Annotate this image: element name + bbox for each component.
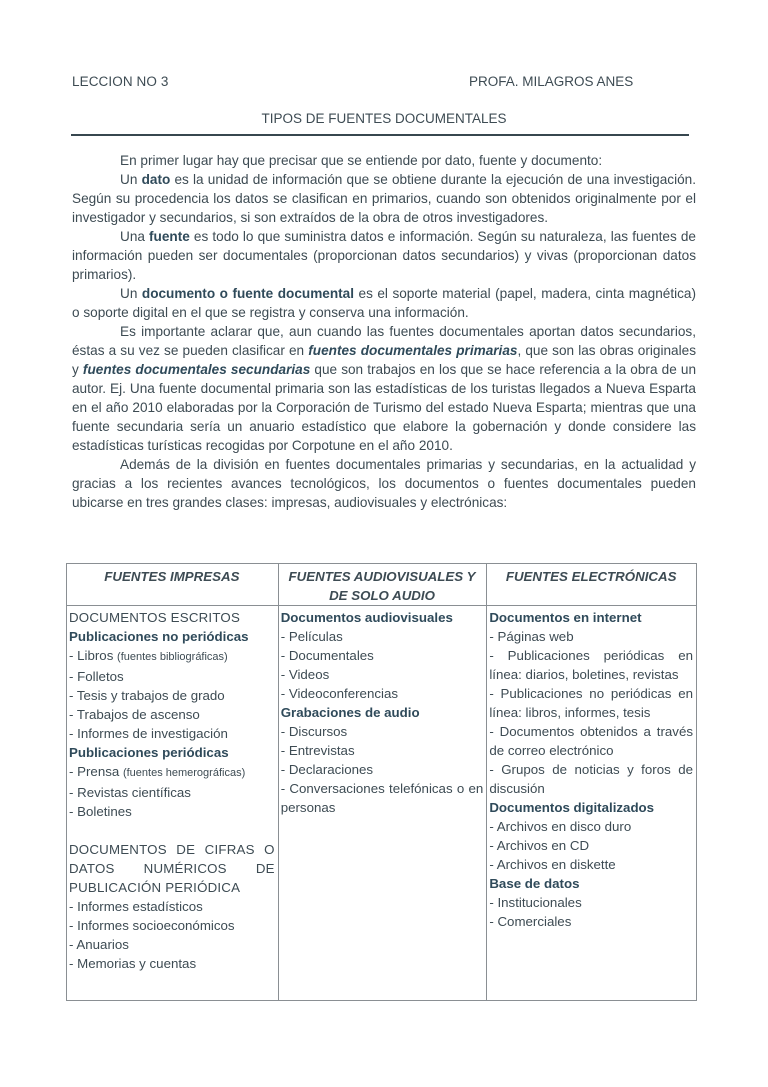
page-title: TIPOS DE FUENTES DOCUMENTALES [261,111,507,126]
list-item: - Folletos [69,669,124,684]
group-documentos-escritos: DOCUMENTOS ESCRITOS [69,610,241,625]
cell-impresas [67,606,279,1001]
header-fuentes-electronicas: FUENTES ELECTRÓNICAS [487,564,697,606]
list-item: - Páginas web [489,629,574,644]
table-row [67,606,697,1001]
list-item: - Grupos de noticias y foros de discusión [489,762,693,796]
subheading: Publicaciones periódicas [69,745,229,760]
header-fuentes-audiovisuales: FUENTES AUDIOVISUALES Y DE SOLO AUDIO [278,564,487,606]
list-item: - Boletines [69,804,132,819]
list-item: - Trabajos de ascenso [69,707,200,722]
list-item: - Institucionales [489,895,582,910]
cell-audiovisuales [278,606,487,1001]
subheading: Documentos digitalizados [489,800,655,815]
paragraph-intro: En primer lugar hay que precisar que se entiende por dato, fuente y documento: [120,153,603,168]
cell-electronicas [487,606,697,1001]
paragraph-clases: Además de la división en fuentes documentales primarias y secundarias, en la actualidad y gracias a los recientes avances tecnológicos, los documentos o fuentes documentales pueden ubicarse en tres grandes clases: impresas, audiovisuales y electrónicas: [72,457,696,510]
list-item: - Publicaciones periódicas en línea: diarios, boletines, revistas [489,648,693,682]
list-item: - Libros (fuentes bibliográficas) [69,648,228,663]
list-item: - Videoconferencias [280,686,398,701]
list-item: - Videos [280,667,330,682]
list-item: - Revistas científicas [69,785,191,800]
term-secundarias: fuentes documentales secundarias [82,362,311,377]
term-primarias: fuentes documentales primarias [308,343,518,358]
header-fuentes-impresas: FUENTES IMPRESAS [67,564,279,606]
list-item: - Documentos obtenidos a través de correo electrónico [489,724,693,758]
sources-table [66,563,697,1001]
list-item: - Informes estadísticos [69,899,203,914]
list-item: - Publicaciones no periódicas en línea: libros, informes, tesis [489,686,693,720]
lesson-label: LECCION NO 3 [72,74,169,89]
list-item: - Comerciales [489,914,572,929]
list-item: - Películas [280,629,343,644]
term-fuente: fuente [149,229,190,244]
list-item: - Conversaciones telefónicas o en personas [280,781,484,815]
subheading: Documentos en internet [489,610,642,625]
paragraph-dato: Un dato es la unidad de información que se obtiene durante la ejecución de una investigación. Según su procedencia los datos se clasifican en primarios, cuando son obtenidos originalmente por el investigador y secundarios, si son extraídos de la obra de otros investigadores. [72,172,696,225]
subheading: Documentos audiovisuales [280,610,453,625]
title-rule [71,134,689,136]
term-dato: dato [141,172,171,187]
list-item: - Entrevistas [280,743,355,758]
spacer [69,821,275,840]
group-documentos-cifras: DOCUMENTOS DE CIFRAS O DATOS NUMÉRICOS DE PUBLICACIÓN PERIÓDICA [69,842,275,895]
term-documento: documento o fuente documental [141,286,355,301]
table-header-row [67,564,697,606]
list-item: - Archivos en CD [489,838,590,853]
list-item: - Informes socioeconómicos [69,918,235,933]
subheading: Publicaciones no periódicas [69,629,249,644]
list-item: - Archivos en disco duro [489,819,632,834]
list-item: - Archivos en diskette [489,857,616,872]
paragraph-documento: Un documento o fuente documental es el soporte material (papel, madera, cinta magnética) o soporte digital en el que se registra y conserva una información. [72,286,697,320]
list-item: - Anuarios [69,937,129,952]
list-item: - Tesis y trabajos de grado [69,688,225,703]
list-item: - Prensa (fuentes hemerográficas) [69,764,246,779]
paragraph-fuente: Una fuente es todo lo que suministra datos e información. Según su naturaleza, las fuentes de información pueden ser documentales (proporcionan datos secundarios) y vivas (proporcionan datos primarios). [72,229,696,282]
list-item: - Informes de investigación [69,726,228,741]
teacher-name: PROFA. MILAGROS ANES [469,74,634,89]
body-text [72,151,696,512]
list-item: - Discursos [280,724,348,739]
list-item: - Memorias y cuentas [69,956,197,971]
paragraph-primarias-secundarias: Es importante aclarar que, aun cuando las fuentes documentales aportan datos secundarios, éstas a su vez se pueden clasificar en fuentes documentales primarias, que son las obras originales y fuentes documentales secundarias que son trabajos en los que se hace referencia a la obra de un autor. Ej. Una fuente documental primaria son las estadísticas de los turistas llegados a Nueva Esparta en el año 2010 elaboradas por la Corporación de Turismo del estado Nueva Esparta; mientras que una fuente secundaria sería un anuario estadístico que elabore la gobernación y donde considere las estadísticas turísticas recogidas por Corpotune en el año 2010. [72,324,697,453]
list-item: - Documentales [280,648,374,663]
subheading: Base de datos [489,876,580,891]
subheading: Grabaciones de audio [280,705,420,720]
list-item: - Declaraciones [280,762,374,777]
